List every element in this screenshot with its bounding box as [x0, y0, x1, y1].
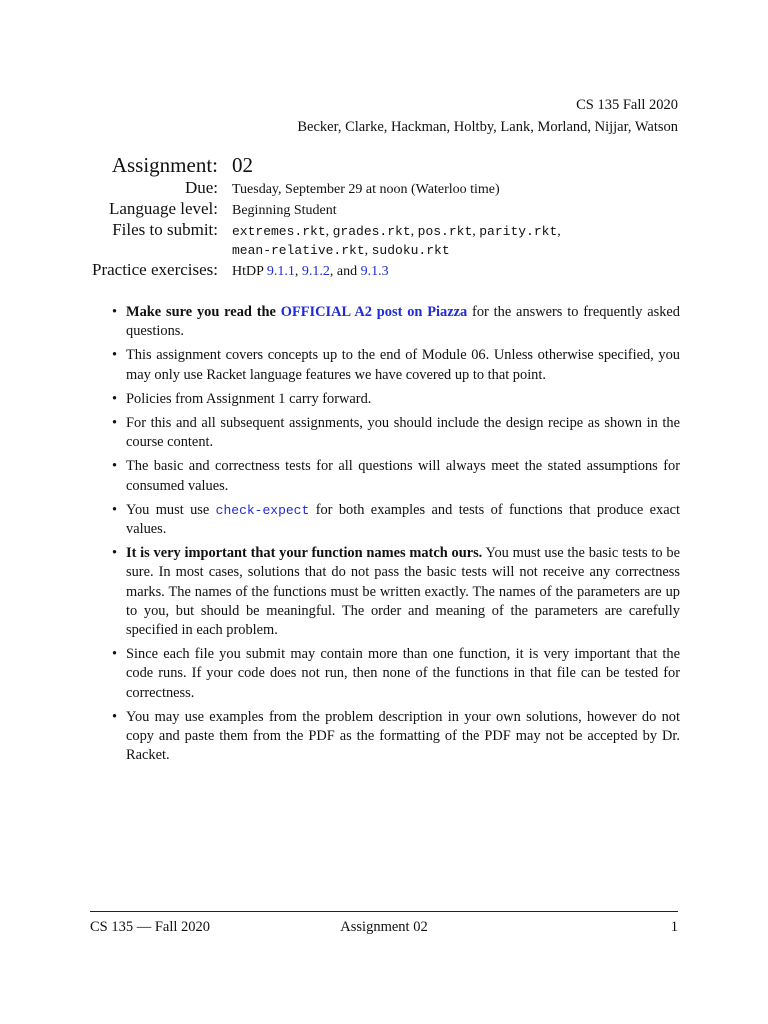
file-name: sudoku.rkt	[371, 243, 450, 258]
bullet-icon: •	[112, 304, 118, 320]
language-value: Beginning Student	[232, 203, 337, 218]
bold-text: It is very important that your function names match ours.	[126, 545, 483, 562]
code-check-expect: check-expect	[215, 502, 310, 518]
list-item	[108, 501, 680, 539]
item-text: for the answers to frequently asked questions.	[126, 304, 680, 340]
file-name: mean-relative.rkt	[232, 243, 365, 258]
item-text: For this and all subsequent assignments, you should include the design recipe as shown in the course content.	[126, 415, 680, 451]
footer-left: CS 135 — Fall 2020	[90, 919, 211, 935]
bullet-icon: •	[112, 501, 118, 518]
list-item	[108, 708, 680, 766]
assignment-info	[90, 152, 690, 281]
language-row	[90, 199, 690, 220]
list-item	[108, 414, 680, 452]
due-row	[90, 178, 690, 199]
page-number: 1	[670, 919, 678, 935]
instructions-list	[108, 303, 680, 770]
file-name: grades.rkt	[332, 224, 411, 239]
files-row	[90, 220, 690, 260]
piazza-post-link[interactable]: OFFICIAL A2 post on Piazza	[280, 304, 468, 320]
bold-text: Make sure you read the	[126, 304, 276, 320]
practice-exercises: HtDP 9.1.1, 9.1.2, and 9.1.3	[232, 264, 389, 279]
instructor-list: Becker, Clarke, Hackman, Holtby, Lank, Morland, Nijjar, Watson	[297, 119, 678, 135]
course-title: CS 135 Fall 2020	[576, 97, 678, 113]
assignment-row	[90, 152, 690, 178]
item-text: Since each file you submit may contain more than one function, it is very important that the code runs. If your code does not run, then none of the functions in that file can be tested for correctness.	[126, 646, 680, 701]
files-label: Files to submit:	[112, 220, 218, 239]
list-item	[108, 457, 680, 495]
files-list: extremes.rkt, grades.rkt, pos.rkt, parity.rkt, mean-relative.rkt, sudoku.rkt	[232, 224, 561, 258]
footer-divider	[90, 911, 678, 912]
exercise-link-9-1-3[interactable]: 9.1.3	[360, 264, 389, 279]
bullet-icon: •	[112, 390, 118, 407]
bullet-icon: •	[112, 708, 118, 725]
assignment-label: Assignment:	[111, 153, 218, 177]
exercise-link-9-1-1[interactable]: 9.1.1	[266, 264, 295, 279]
bullet-icon: •	[112, 545, 118, 562]
list-item	[108, 390, 680, 409]
language-label: Language level:	[108, 199, 218, 218]
footer-center: Assignment 02	[340, 919, 428, 935]
list-item	[108, 303, 680, 341]
list-item	[108, 346, 680, 384]
item-text: for both examples and tests of functions that produce exact values.	[126, 501, 680, 538]
practice-and: and	[336, 264, 358, 279]
file-name: parity.rkt	[479, 224, 558, 239]
bullet-icon: •	[112, 347, 118, 364]
item-text: You must use	[126, 501, 210, 518]
item-text: Policies from Assignment 1 carry forward.	[126, 390, 372, 407]
bullet-icon: •	[112, 646, 118, 663]
item-text: You must use the basic tests to be sure. In most cases, solutions that do not pass the basic tests will not receive any correctness marks. The names of the functions must be written exactly. The names of the parameters are up to you, but should be meaningful. The order and meaning of the parameters are carefully specified in each problem.	[126, 545, 680, 639]
bullet-icon: •	[112, 415, 118, 432]
file-name: pos.rkt	[417, 224, 473, 239]
item-text: The basic and correctness tests for all questions will always meet the stated assumptions for consumed values.	[126, 458, 680, 494]
due-label: Due:	[184, 178, 218, 197]
exercise-link-9-1-2[interactable]: 9.1.2	[301, 264, 330, 279]
list-item	[108, 544, 680, 640]
assignment-number: 02	[232, 153, 253, 177]
list-item	[108, 645, 680, 703]
practice-prefix: HtDP	[232, 264, 264, 279]
item-text: You may use examples from the problem description in your own solutions, however do not copy and paste them from the PDF as the formatting of the PDF may not be accepted by Dr. Racket.	[126, 708, 680, 764]
practice-row	[90, 260, 690, 281]
practice-label: Practice exercises:	[91, 260, 218, 279]
item-text: This assignment covers concepts up to the end of Module 06. Unless otherwise specified, you may only use Racket language features we have covered up to that point.	[126, 347, 680, 383]
bullet-icon: •	[112, 458, 118, 475]
page-header	[297, 94, 678, 138]
due-date: Tuesday, September 29 at noon (Waterloo time)	[232, 182, 500, 197]
file-name: extremes.rkt	[232, 224, 326, 239]
